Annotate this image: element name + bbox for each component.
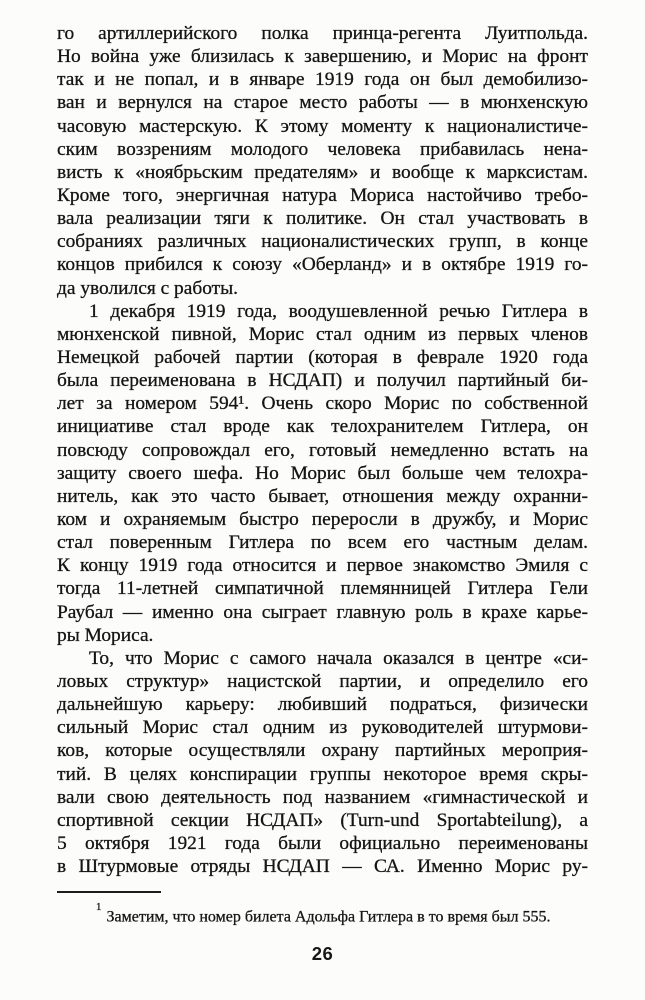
text-line: ком и охраняемым быстро переросли в дружбу, и Морис	[57, 508, 588, 530]
text-line: защиту своего шефа. Но Морис был больше чем телохра-	[57, 462, 588, 484]
text-line: да уволился с работы.	[57, 277, 238, 299]
text-line: тогда 11-летней симпатичной племянницей Гитлера Гели	[57, 578, 588, 600]
text-line: инициативе стал вроде как телохранителем Гитлера, он	[57, 416, 588, 438]
text-line: Но война уже близилась к завершению, и Морис на фронт	[57, 46, 588, 68]
text-line: ским воззрениям молодого человека прибавилась нена-	[57, 138, 588, 160]
text-line: вала реализации тяги к политике. Он стал участвовать в	[57, 208, 588, 230]
text-line: 5 октября 1921 года были официально переименованы	[57, 832, 588, 854]
text-line: дальнейшую карьеру: любивший подраться, физически	[57, 694, 588, 716]
footnote-text: Заметим, что номер билета Адольфа Гитлера в то время был 555.	[106, 908, 551, 926]
text-line: Кроме того, энергичная натура Мориса настойчиво требо-	[57, 184, 588, 206]
footnote-divider	[57, 891, 161, 893]
text-line: ван и вернулся на старое место работы — в мюнхенскую	[57, 92, 588, 114]
text-line: лет за номером 594¹. Очень скоро Морис по собственной	[57, 393, 588, 415]
text-line: нитель, как это часто бывает, отношения между охранни-	[57, 485, 588, 507]
text-line: 1 декабря 1919 года, воодушевленной речью Гитлера в	[89, 300, 588, 322]
text-line: висть к «ноябрьским предателям» и вообще к марксистам.	[57, 161, 588, 183]
text-line: го артиллерийского полка принца-регента Луитпольда.	[57, 23, 588, 44]
text-line: ловых структур» нацистской партии, и определило его	[57, 670, 588, 692]
text-line: стал поверенным Гитлера по всем его частным делам.	[57, 532, 588, 554]
text-line: спортивной секции НСДАП» (Turn-und Sportabteilung), а	[57, 809, 588, 831]
text-line: То, что Морис с самого начала оказался в центре «си-	[89, 647, 588, 669]
text-line: повсюду сопровождал его, готовый немедленно встать на	[57, 439, 588, 461]
paragraph	[57, 300, 588, 647]
text-line: была переименована в НСДАП) и получил партийный би-	[57, 370, 588, 392]
text-line: ры Мориса.	[57, 624, 154, 646]
text-line: вали свою деятельность под названием «гимнастической и	[57, 786, 588, 808]
text-line: Раубал — именно она сыграет главную роль в крахе карье-	[57, 601, 588, 623]
text-line: в Штурмовые отряды НСДАП — СА. Именно Морис ру-	[57, 856, 588, 878]
text-line: сильный Морис стал одним из руководителей штурмови-	[57, 717, 588, 739]
main-text	[57, 22, 588, 878]
paragraph	[57, 647, 588, 878]
text-line: собраниях различных националистических групп, в конце	[57, 231, 588, 253]
footnote-marker: 1	[96, 901, 102, 913]
text-line: тий. В целях конспирации группы некоторое время скры-	[57, 763, 588, 785]
text-line: ков, которые осуществляли охрану партийных мероприя-	[57, 740, 588, 762]
page-number: 26	[311, 943, 334, 964]
text-line: Немецкой рабочей партии (которая в феврале 1920 года	[57, 346, 588, 368]
text-line: так и не попал, и в январе 1919 года он был демобилизо-	[57, 69, 588, 91]
footnote	[57, 902, 588, 927]
text-line: мюнхенской пивной, Морис стал одним из первых членов	[57, 323, 588, 345]
text-line: часовую мастерскую. К этому моменту к националистиче-	[57, 115, 588, 137]
paragraph	[57, 22, 588, 300]
text-line: К концу 1919 года относится и первое знакомство Эмиля с	[57, 555, 588, 577]
text-line: концов прибился к союзу «Оберланд» и в октябре 1919 го-	[57, 254, 588, 276]
